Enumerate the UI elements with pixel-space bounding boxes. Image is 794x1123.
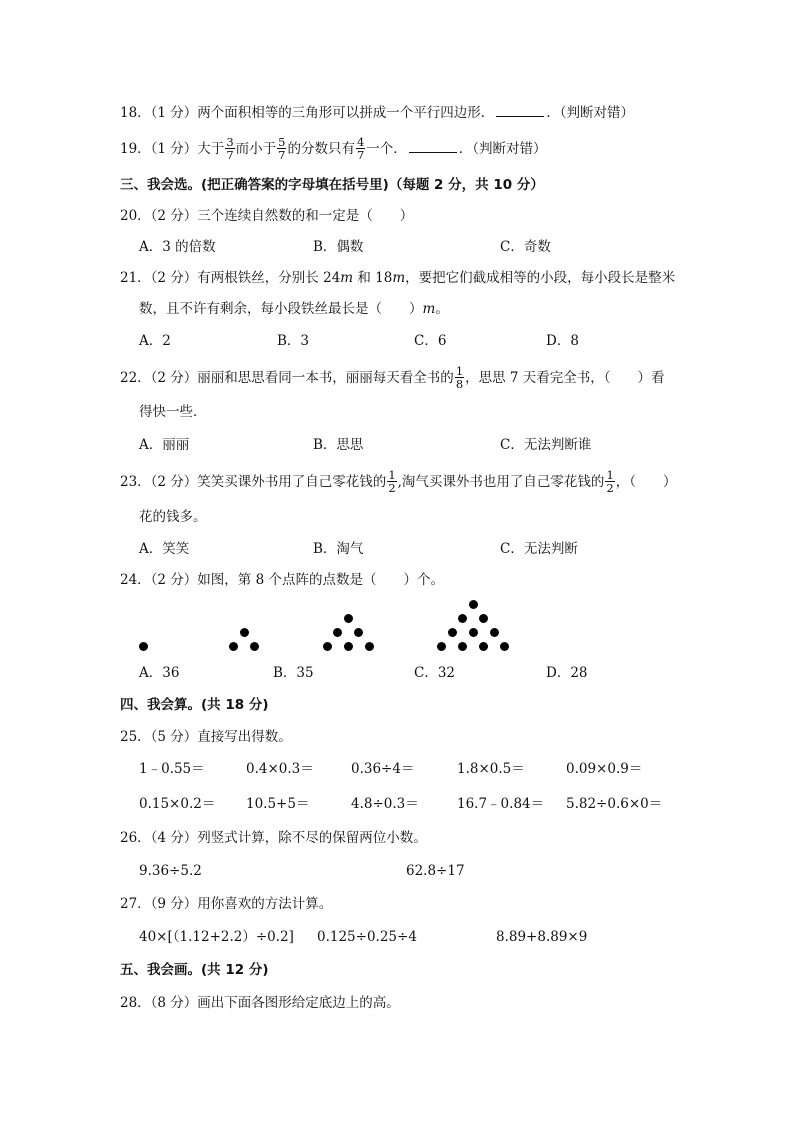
question-18 <box>120 104 634 122</box>
dot-pattern-dot <box>139 642 148 651</box>
question-27-text: 27．（9 分）用你喜欢的方法计算。 <box>120 896 333 912</box>
fraction: $\frac{1}{2}$ <box>388 468 396 495</box>
dot-pattern-dot <box>344 614 353 623</box>
dot-pattern-dot <box>344 642 353 651</box>
q24-option-c[interactable]: C．32 <box>414 665 456 681</box>
dot-pattern-dot <box>229 642 238 651</box>
fraction: $\frac{1}{2}$ <box>606 468 614 495</box>
q25-item: 16.7﹣0.84＝ <box>457 796 545 812</box>
q25-item: 0.4×0.3＝ <box>246 761 314 777</box>
dot-pattern-dot <box>490 628 499 637</box>
dot-pattern-dot <box>250 642 259 651</box>
q24-option-a[interactable]: A．36 <box>139 665 180 681</box>
q20-option-a[interactable]: A．3 的倍数 <box>139 239 216 255</box>
dot-pattern-dot <box>469 600 478 609</box>
q22-option-a[interactable]: A．丽丽 <box>139 437 190 453</box>
dot-pattern-dot <box>479 614 488 623</box>
q18-answer-blank[interactable] <box>496 104 544 117</box>
section-5-title: 五、我会画。(共 12 分) <box>120 962 269 978</box>
q27-item: 8.89+8.89×9 <box>496 929 588 945</box>
q23-option-a[interactable]: A．笑笑 <box>139 541 190 557</box>
q26-item: 62.8÷17 <box>406 863 465 879</box>
dot-pattern-dot <box>458 642 467 651</box>
q20-option-b[interactable]: B．偶数 <box>313 239 364 255</box>
q25-item: 5.82÷0.6×0＝ <box>566 796 663 812</box>
question-22-line-1: 22．（2 分）丽丽和思思看同一本书，丽丽每天看全书的 $\frac{1}{8}$ ，思思 7 天看完全书，（ ）看 <box>120 364 665 391</box>
q20-option-c[interactable]: C．奇数 <box>500 239 551 255</box>
question-28-text: 28．（8 分）画出下面各图形给定底边上的高。 <box>120 995 400 1011</box>
question-19 <box>120 137 547 162</box>
dot-pattern-dot <box>437 642 446 651</box>
q27-item: 40×[（1.12+2.2）÷0.2] <box>139 929 294 945</box>
dot-pattern-dot <box>240 628 249 637</box>
question-26-text: 26．（4 分）列竖式计算，除不尽的保留两位小数。 <box>120 830 427 846</box>
q19-text-a: 19．（1 分）大于 <box>120 141 225 157</box>
dot-pattern-dot <box>365 642 374 651</box>
q21-option-a[interactable]: A．2 <box>139 333 171 349</box>
question-23-line-2: 花的钱多。 <box>139 509 207 525</box>
q21-option-d[interactable]: D．8 <box>546 333 579 349</box>
dot-pattern-dot <box>469 628 478 637</box>
dot-pattern-dot <box>458 614 467 623</box>
fraction: $\frac{5}{7}$ <box>278 135 286 162</box>
question-23-line-1: 23．（2 分）笑笑买课外书用了自己零花钱的 $\frac{1}{2}$ ,淘气买课外书也用了自己零花钱的 $\frac{1}{2}$ ，（ ） <box>120 468 677 495</box>
q21-option-c[interactable]: C．6 <box>414 333 447 349</box>
q18-tail: ．（判断对错） <box>546 105 635 121</box>
question-25-text: 25．（5 分）直接写出得数。 <box>120 729 292 745</box>
q25-item: 4.8÷0.3＝ <box>351 796 419 812</box>
q22-option-b[interactable]: B．思思 <box>313 437 364 453</box>
q24-option-d[interactable]: D．28 <box>546 665 588 681</box>
dot-pattern-dot <box>333 628 342 637</box>
q19-answer-blank[interactable] <box>409 140 457 153</box>
q19-text-c: 的分数只有 <box>287 141 355 157</box>
question-21-line-2: 数，且不许有剩余，每小段铁丝最长是（ ）m。 <box>139 301 449 317</box>
q21-option-b[interactable]: B．3 <box>277 333 310 349</box>
q25-item: 0.15×0.2＝ <box>139 796 216 812</box>
dot-pattern-dot <box>500 642 509 651</box>
q25-item: 0.36÷4＝ <box>351 761 415 777</box>
question-21-line-1: 21．（2 分）有两根铁丝，分别长 24m 和 18m，要把它们截成相等的小段，每小段长是整米 <box>120 270 676 286</box>
q19-text-b: 而小于 <box>235 141 277 157</box>
q19-tail: ．（判断对错） <box>458 141 547 157</box>
q25-item: 0.09×0.9＝ <box>566 761 643 777</box>
dot-pattern-dot <box>479 642 488 651</box>
q25-item: 10.5+5＝ <box>246 796 310 812</box>
q22-option-c[interactable]: C．无法判断谁 <box>500 437 592 453</box>
q18-text: 18．（1 分）两个面积相等的三角形可以拼成一个平行四边形． <box>120 105 495 121</box>
q25-item: 1.8×0.5＝ <box>457 761 525 777</box>
fraction: $\frac{3}{7}$ <box>226 135 234 162</box>
q19-text-d: 一个． <box>366 141 407 157</box>
q25-item: 1﹣0.55＝ <box>139 761 205 777</box>
dot-pattern-dot <box>448 628 457 637</box>
fraction: $\frac{1}{8}$ <box>455 364 464 391</box>
q23-option-b[interactable]: B．淘气 <box>313 541 364 557</box>
q27-item: 0.125÷0.25÷4 <box>317 929 417 945</box>
section-3-title: 三、我会选。(把正确答案的字母填在括号里)（每题 2 分，共 10 分） <box>120 177 544 193</box>
section-4-title: 四、我会算。(共 18 分) <box>120 697 269 713</box>
dot-pattern-dot <box>354 628 363 637</box>
q26-item: 9.36÷5.2 <box>139 863 202 879</box>
dot-pattern-dot <box>323 642 332 651</box>
question-20-text: 20．（2 分）三个连续自然数的和一定是（ ） <box>120 208 414 224</box>
question-24-text: 24．（2 分）如图，第 8 个点阵的点数是（ ）个。 <box>120 572 444 588</box>
q24-option-b[interactable]: B．35 <box>273 665 314 681</box>
q23-option-c[interactable]: C．无法判断 <box>500 541 578 557</box>
question-22-line-2: 得快一些． <box>139 404 207 420</box>
fraction: $\frac{4}{7}$ <box>356 135 365 162</box>
